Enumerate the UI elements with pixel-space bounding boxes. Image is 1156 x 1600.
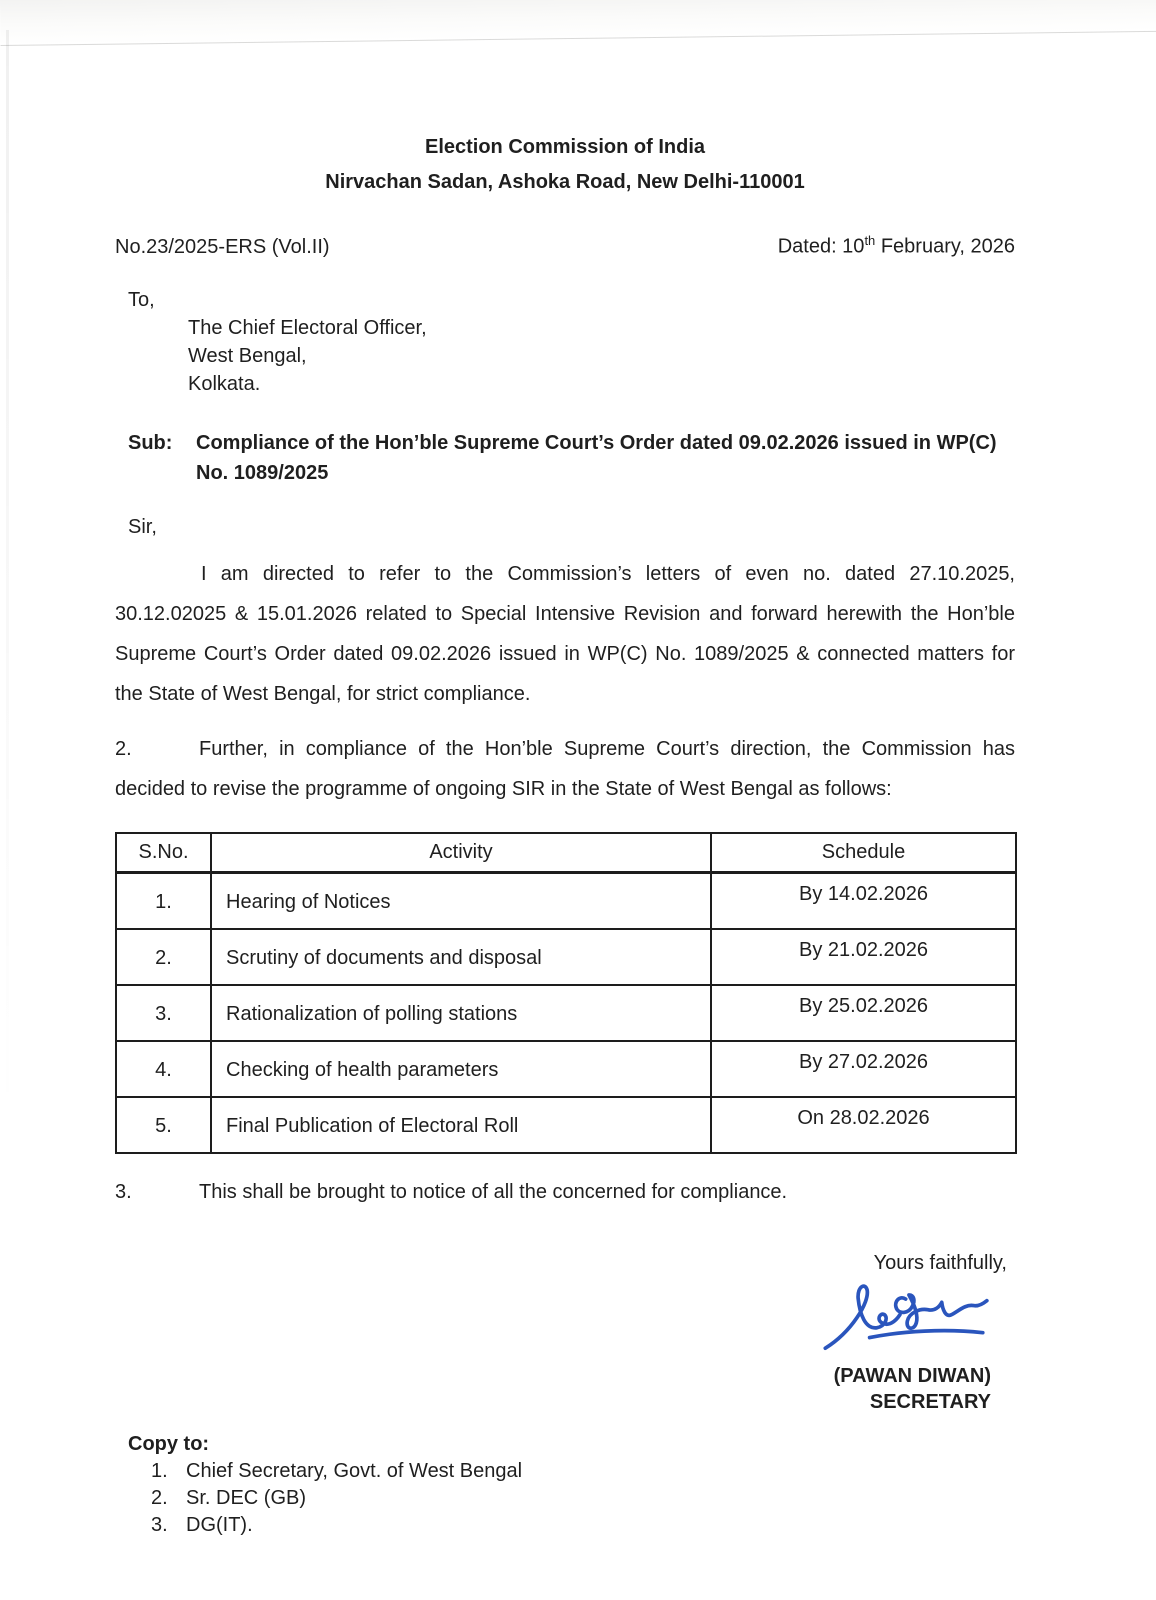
- paragraph-2-number: 2.: [115, 737, 132, 760]
- table-row: [116, 1041, 1016, 1097]
- date-ordinal-suffix: th: [864, 233, 876, 248]
- header-schedule: Schedule: [711, 833, 1016, 873]
- copy-to-section: [115, 1431, 1015, 1539]
- sir-schedule-table: [115, 832, 1017, 1154]
- addressee-line: Kolkata.: [188, 372, 261, 395]
- list-item-number: 1.: [151, 1459, 168, 1482]
- copy-to-list: [151, 1458, 1015, 1539]
- list-item: [151, 1458, 1015, 1485]
- copy-to-label: Copy to:: [128, 1432, 210, 1455]
- paragraph-2: 2. Further, in compliance of the Hon’ble Supreme Court’s direction, the Commission has decided to revise the programme of ongoing SIR in the State of West Bengal as follows:: [115, 729, 1015, 809]
- org-name: Election Commission of India: [424, 136, 706, 158]
- cell-sno: 1.: [116, 873, 211, 929]
- table-row: [116, 929, 1016, 985]
- table-row: [116, 873, 1016, 929]
- addressee-block: [188, 314, 1015, 398]
- table-header-row: [116, 833, 1016, 873]
- cell-sno: 4.: [116, 1041, 211, 1097]
- subject-text: Compliance of the Hon’ble Supreme Court’s Order dated 09.02.2026 issued in WP(C) No. 1089/2025: [196, 431, 997, 484]
- cell-sno: 3.: [116, 985, 211, 1041]
- cell-schedule: By 27.02.2026: [711, 1041, 1016, 1097]
- cell-activity: Scrutiny of documents and disposal: [211, 929, 711, 985]
- cell-schedule: By 21.02.2026: [711, 929, 1016, 985]
- signatory-name: (PAWAN DIWAN): [833, 1364, 991, 1387]
- paragraph-3-number: 3.: [115, 1180, 132, 1203]
- letter-date: Dated: 10th February, 2026: [777, 233, 1015, 258]
- cell-sno: 2.: [116, 929, 211, 985]
- addressee-line: West Bengal,: [188, 344, 307, 367]
- paragraph-1: I am directed to refer to the Commission’s letters of even no. dated 27.10.2025, 30.12.02025 & 15.01.2026 related to Special Intensive Revision and forward herewith the Hon’ble Supreme Court’s Order dated 09.02.2026 issued in WP(C) No. 1089/2025 & connected matters for the State of West Bengal, for strict compliance.: [115, 562, 1015, 705]
- list-item: [151, 1485, 1015, 1512]
- cell-activity: Rationalization of polling stations: [211, 985, 711, 1041]
- list-item-number: 2.: [151, 1486, 168, 1509]
- handwritten-signature-image: [814, 1281, 999, 1363]
- salutation: Sir,: [128, 515, 157, 538]
- list-item-text: Sr. DEC (GB): [186, 1486, 307, 1509]
- cell-activity: Checking of health parameters: [211, 1041, 711, 1097]
- reference-row: [115, 233, 1015, 259]
- closing-phrase: Yours faithfully,: [873, 1251, 1007, 1274]
- addressee-line: The Chief Electoral Officer,: [188, 316, 427, 339]
- table-row: [116, 985, 1016, 1041]
- subject-label: Sub:: [128, 431, 173, 454]
- reference-number: No.23/2025-ERS (Vol.II): [115, 235, 330, 258]
- cell-sno: 5.: [116, 1097, 211, 1153]
- list-item-text: DG(IT).: [186, 1513, 253, 1536]
- list-item-number: 3.: [151, 1513, 168, 1536]
- paragraph-3: 3. This shall be brought to notice of all the concerned for compliance.: [115, 1172, 1015, 1212]
- signature-block: [115, 1281, 1015, 1415]
- table-row: [116, 1097, 1016, 1153]
- cell-schedule: On 28.02.2026: [711, 1097, 1016, 1153]
- cell-activity: Hearing of Notices: [211, 873, 711, 929]
- subject-block: [128, 428, 1015, 488]
- list-item: [151, 1512, 1015, 1539]
- cell-schedule: By 25.02.2026: [711, 985, 1016, 1041]
- cell-activity: Final Publication of Electoral Roll: [211, 1097, 711, 1153]
- to-label: To,: [128, 288, 155, 311]
- signatory-title: SECRETARY: [869, 1390, 991, 1413]
- cell-schedule: By 14.02.2026: [711, 873, 1016, 929]
- header-activity: Activity: [211, 833, 711, 873]
- header-sno: S.No.: [116, 833, 211, 873]
- list-item-text: Chief Secretary, Govt. of West Bengal: [186, 1459, 523, 1482]
- org-address: Nirvachan Sadan, Ashoka Road, New Delhi-110001: [325, 171, 805, 193]
- letterhead: [115, 130, 1015, 200]
